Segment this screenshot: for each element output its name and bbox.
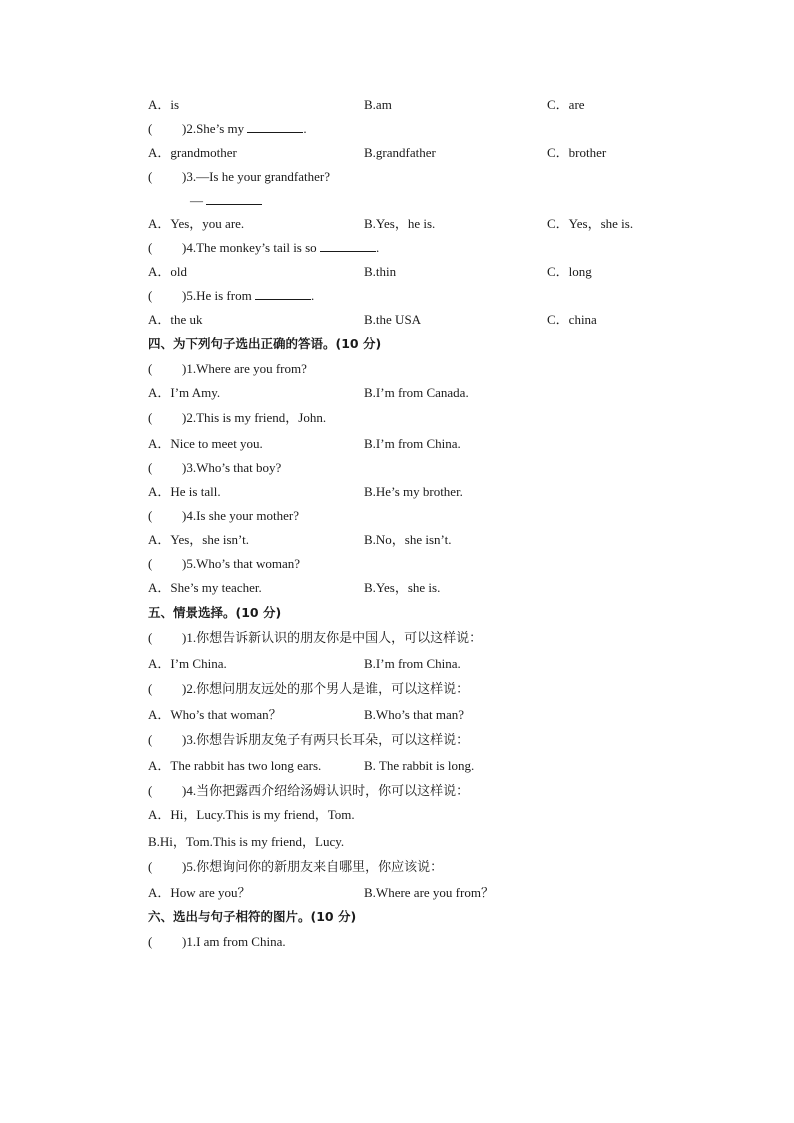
option-b: B.I’m from China. — [364, 656, 461, 671]
answer-bracket[interactable]: ( — [148, 556, 153, 571]
option-c: C．long — [547, 264, 592, 279]
option-b: B.I’m from China. — [364, 436, 461, 451]
s4-q2-question — [148, 409, 326, 427]
s3-q5-question — [148, 287, 314, 305]
option-a: A．How are you？ — [148, 885, 251, 900]
answer-bracket[interactable]: ( — [148, 681, 153, 696]
option-a: A．I’m China. — [148, 656, 227, 671]
s4-q5-question — [148, 555, 300, 573]
option-a: A．grandmother — [148, 145, 237, 160]
option-c: C．Yes，she is. — [547, 216, 634, 231]
fill-blank[interactable] — [206, 192, 262, 205]
answer-bracket[interactable]: ( — [148, 410, 153, 425]
question-text: )1.Where are you from? — [182, 361, 307, 376]
question-text: )2.She’s my — [182, 121, 245, 136]
question-end: . — [375, 240, 380, 255]
answer-bracket[interactable]: ( — [148, 288, 153, 303]
s3-q2-question — [148, 120, 307, 138]
option-b: B.Yes，she is. — [364, 580, 441, 595]
option-a: A．I’m Amy. — [148, 385, 221, 400]
fill-blank[interactable] — [320, 239, 376, 252]
question-text: )5.He is from — [182, 288, 252, 303]
s3-q4-question — [148, 239, 379, 257]
s5-q4-question — [148, 782, 469, 800]
question-text: )3.—Is he your grandfather? — [182, 169, 330, 184]
s5-q5-question — [148, 858, 443, 876]
s4-q3-question — [148, 459, 281, 477]
question-text: )2.This is my friend，John. — [182, 410, 327, 425]
section-5-title: 五、情景选择。(10 分) — [148, 605, 282, 620]
option-b: B.He’s my brother. — [364, 484, 463, 499]
option-a: A．is — [148, 97, 180, 112]
question-text: )4.Is she your mother? — [182, 508, 299, 523]
s5-q3-question — [148, 731, 469, 749]
option-b: B.Hi，Tom.This is my friend，Lucy. — [148, 834, 345, 849]
option-b: B.Yes，he is. — [364, 216, 436, 231]
s5-q1-question — [148, 629, 482, 647]
answer-bracket[interactable]: ( — [148, 240, 153, 255]
option-b: B.the USA — [364, 312, 422, 327]
dash: — — [190, 193, 203, 208]
question-end: . — [310, 288, 315, 303]
question-text: )4.当你把露西介绍给汤姆认识时，你可以这样说： — [182, 783, 470, 798]
option-b: B.am — [364, 97, 392, 112]
question-text: )1.I am from China. — [182, 934, 286, 949]
answer-bracket[interactable]: ( — [148, 630, 153, 645]
option-b: B.thin — [364, 264, 397, 279]
question-text: )2.你想问朋友远处的那个男人是谁，可以这样说： — [182, 681, 470, 696]
answer-bracket[interactable]: ( — [148, 169, 153, 184]
answer-bracket[interactable]: ( — [148, 859, 153, 874]
question-text: )1.你想告诉新认识的朋友你是中国人，可以这样说： — [182, 630, 483, 645]
option-a: A．Hi，Lucy.This is my friend，Tom. — [148, 807, 355, 822]
answer-bracket[interactable]: ( — [148, 121, 153, 136]
option-b: B.I’m from Canada. — [364, 385, 469, 400]
option-b: B.Who’s that man? — [364, 707, 465, 722]
question-end: . — [303, 121, 307, 136]
option-a: A．The rabbit has two long ears. — [148, 758, 322, 773]
section-4-title: 四、为下列句子选出正确的答语。(10 分) — [148, 336, 382, 351]
question-text: )3.Who’s that boy? — [182, 460, 282, 475]
option-a: A．the uk — [148, 312, 203, 327]
answer-bracket[interactable]: ( — [148, 508, 153, 523]
option-a: A．She’s my teacher. — [148, 580, 262, 595]
s3-q3-answer-line — [148, 192, 262, 210]
option-c: C．are — [547, 97, 585, 112]
fill-blank[interactable] — [247, 120, 303, 133]
option-a: A．Nice to meet you. — [148, 436, 263, 451]
question-text: )5.你想询问你的新朋友来自哪里，你应该说： — [182, 859, 444, 874]
option-b: B.No，she isn’t. — [364, 532, 452, 547]
option-c: C．china — [547, 312, 597, 327]
fill-blank[interactable] — [255, 287, 311, 300]
question-text: )3.你想告诉朋友兔子有两只长耳朵，可以这样说： — [182, 732, 470, 747]
answer-bracket[interactable]: ( — [148, 732, 153, 747]
answer-bracket[interactable]: ( — [148, 934, 153, 949]
answer-bracket[interactable]: ( — [148, 361, 153, 376]
option-a: A．He is tall. — [148, 484, 221, 499]
s3-q3-question — [148, 168, 330, 186]
s4-q1-question — [148, 360, 307, 378]
option-a: A．Yes，she isn’t. — [148, 532, 250, 547]
option-c: C．brother — [547, 145, 607, 160]
option-b: B. The rabbit is long. — [364, 758, 475, 773]
option-b: B.Where are you from？ — [364, 885, 494, 900]
answer-bracket[interactable]: ( — [148, 783, 153, 798]
option-a: A．Who’s that woman？ — [148, 707, 282, 722]
section-6-title: 六、选出与句子相符的图片。(10 分) — [148, 909, 357, 924]
s4-q4-question — [148, 507, 299, 525]
question-text: )5.Who’s that woman? — [182, 556, 301, 571]
s5-q2-question — [148, 680, 469, 698]
s6-q1-question — [148, 933, 286, 951]
option-b: B.grandfather — [364, 145, 436, 160]
option-a: A．Yes，you are. — [148, 216, 245, 231]
answer-bracket[interactable]: ( — [148, 460, 153, 475]
question-text: )4.The monkey’s tail is so — [182, 240, 317, 255]
option-a: A．old — [148, 264, 188, 279]
